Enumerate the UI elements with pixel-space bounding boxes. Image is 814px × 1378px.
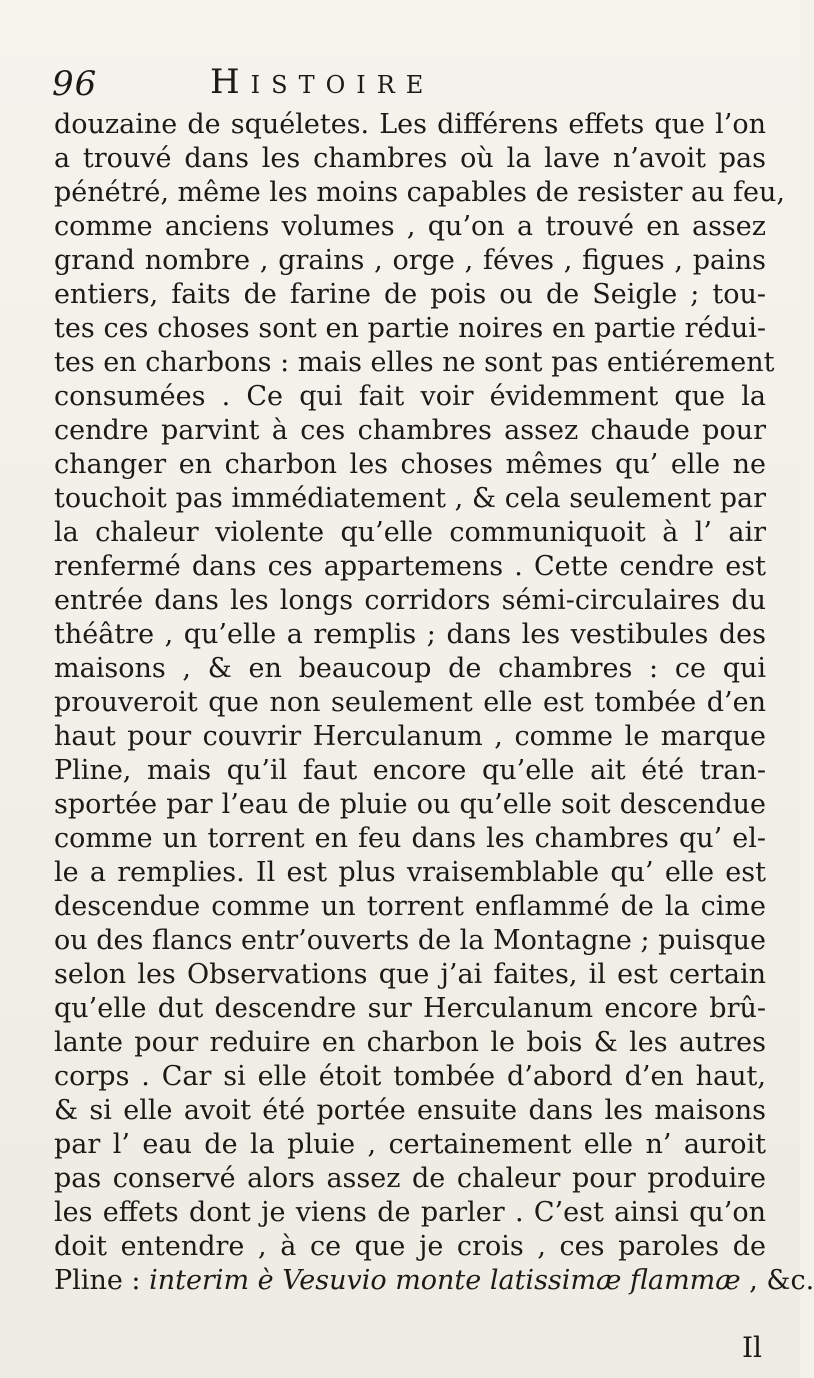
final-line-prefix: Pline : <box>54 1265 150 1296</box>
body-text <box>54 108 814 1298</box>
text-line: la chaleur violente qu’elle communiquoit à l’ air <box>54 517 766 548</box>
text-line: descendue comme un torrent enflammé de la cime <box>54 891 766 922</box>
text-line: touchoit pas immédiatement , & cela seulement par <box>54 483 766 514</box>
text-line: entrée dans les longs corridors sémi-circulaires du <box>54 585 766 616</box>
text-line: & si elle avoit été portée ensuite dans les maisons <box>54 1095 766 1126</box>
text-line: cendre parvint à ces chambres assez chaude pour <box>54 415 766 446</box>
text-line: le a remplies. Il est plus vraisemblable qu’ elle est <box>54 857 766 888</box>
text-line: corps . Car si elle étoit tombée d’abord d’en haut, <box>54 1061 766 1092</box>
text-line: par l’ eau de la pluie , certainement elle n’ auroit <box>54 1129 766 1160</box>
text-line: théâtre , qu’elle a remplis ; dans les vestibules des <box>54 619 766 650</box>
text-line: ou des flancs entr’ouverts de la Montagne ; puisque <box>54 925 766 956</box>
text-line: changer en charbon les choses mêmes qu’ elle ne <box>54 449 766 480</box>
text-line: lante pour reduire en charbon le bois & les autres <box>54 1027 766 1058</box>
page-number: 96 <box>52 64 98 104</box>
text-line: sportée par l’eau de pluie ou qu’elle soit descendue <box>54 789 766 820</box>
text-line: Pline, mais qu’il faut encore qu’elle ait été tran- <box>54 755 766 786</box>
text-line: comme un torrent en feu dans les chambres qu’ el- <box>54 823 766 854</box>
text-line: a trouvé dans les chambres où la lave n’avoit pas <box>54 143 766 174</box>
text-line: selon les Observations que j’ai faites, il est certain <box>54 959 766 990</box>
text-line: pénétré, même les moins capables de resister au feu, <box>54 177 785 208</box>
text-line: comme anciens volumes , qu’on a trouvé en assez <box>54 211 766 242</box>
text-line: grand nombre , grains , orge , féves , figues , pains <box>54 245 766 276</box>
catchword: Il <box>741 1331 762 1364</box>
final-line-suffix: , &c. <box>740 1265 814 1296</box>
text-line: consumées . Ce qui fait voir évidemment que la <box>54 381 766 412</box>
text-line: douzaine de squéletes. Les différens effets que l’on <box>54 109 766 140</box>
page-header <box>52 62 748 112</box>
text-line: tes ces choses sont en partie noires en partie rédui- <box>54 313 766 344</box>
text-line: pas conservé alors assez de chaleur pour produire <box>54 1163 766 1194</box>
text-line: renfermé dans ces appartemens . Cette cendre est <box>54 551 766 582</box>
latin-quotation: interim è Vesuvio monte latissimæ flammæ <box>149 1265 741 1296</box>
text-line: qu’elle dut descendre sur Herculanum encore brû- <box>54 993 766 1024</box>
text-line: maisons , & en beaucoup de chambres : ce qui <box>54 653 766 684</box>
text-line: prouveroit que non seulement elle est tombée d’en <box>54 687 766 718</box>
final-text-line <box>54 1264 814 1298</box>
text-line: tes en charbons : mais elles ne sont pas entiérement <box>54 347 775 378</box>
text-line: haut pour couvrir Herculanum , comme le marque <box>54 721 766 752</box>
text-line: doit entendre , à ce que je crois , ces paroles de <box>54 1231 766 1262</box>
text-line: les effets dont je viens de parler . C’est ainsi qu’on <box>54 1197 766 1228</box>
running-head: Histoire <box>210 62 435 102</box>
text-line: entiers, faits de farine de pois ou de Seigle ; tou- <box>54 279 766 310</box>
